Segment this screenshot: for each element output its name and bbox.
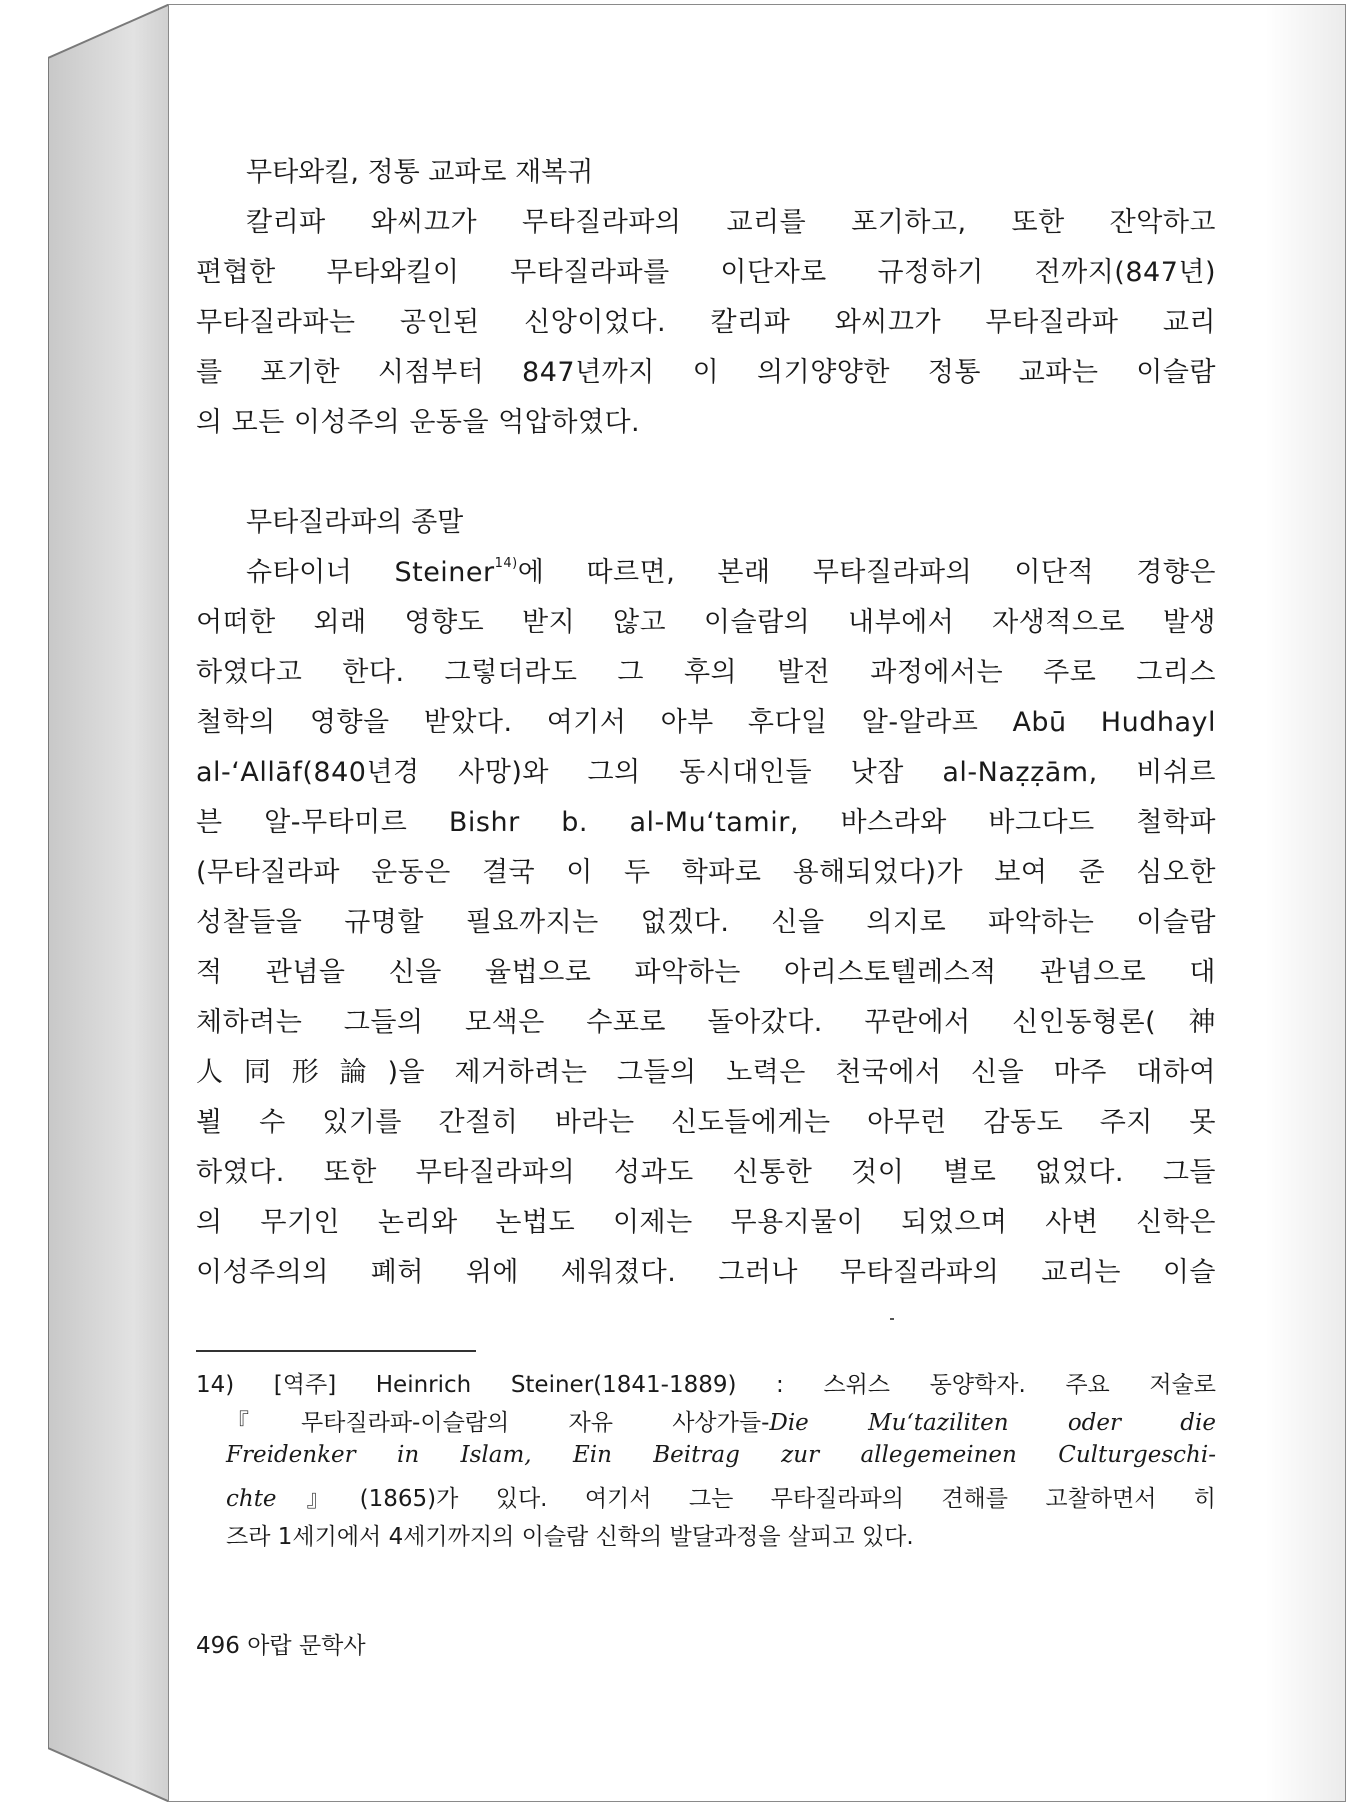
body-line: 하였다. 또한 무타질라파의 성과도 신통한 것이 별로 없었다. 그들 bbox=[196, 1157, 1216, 1188]
footnote-line: 『무타질라파-이슬람의 자유 사상가들-Die Mu‘taziliten oder die bbox=[226, 1410, 1216, 1436]
body-line-rest: 에 따르면, 본래 무타질라파의 이단적 경향은 bbox=[517, 557, 1216, 588]
body-line: 무타질라파는 공인된 신앙이었다. 칼리파 와씨끄가 무타질라파 교리 bbox=[196, 307, 1216, 338]
body-line: (무타질라파 운동은 결국 이 두 학파로 용해되었다)가 보여 준 심오한 bbox=[196, 857, 1216, 888]
footnote-rule bbox=[196, 1350, 476, 1352]
body-line-first bbox=[246, 550, 1216, 589]
body-line: 칼리파 와씨끄가 무타질라파의 교리를 포기하고, 또한 잔악하고 bbox=[246, 207, 1216, 238]
body-line: al-‘Allāf(840년경 사망)와 그의 동시대인들 낫잠 al-Naẓẓām, 비쉬르 bbox=[196, 757, 1216, 788]
book-spine-outline bbox=[48, 4, 170, 1802]
body-line: 의 무기인 논리와 논법도 이제는 무용지물이 되었으며 사변 신학은 bbox=[196, 1207, 1216, 1238]
body-line: 뵐 수 있기를 간절히 바라는 신도들에게는 아무런 감동도 주지 못 bbox=[196, 1107, 1216, 1138]
body-line: 철학의 영향을 받았다. 여기서 아부 후다일 알-알라프 Abū Hudhayl bbox=[196, 707, 1216, 738]
steiner-name: 슈타이너 Steiner bbox=[246, 557, 495, 588]
section-heading-2: 무타질라파의 종말 bbox=[246, 507, 464, 538]
body-line: 이성주의의 폐허 위에 세워졌다. 그러나 무타질라파의 교리는 이슬 bbox=[196, 1257, 1216, 1288]
body-line: 를 포기한 시점부터 847년까지 이 의기양양한 정통 교파는 이슬람 bbox=[196, 357, 1216, 388]
footnote-line: 14) [역주] Heinrich Steiner(1841-1889) : 스위스 동양학자. 주요 저술로 bbox=[196, 1372, 1216, 1398]
footnote-line: Freidenker in Islam, Ein Beitrag zur allegemeinen Culturgeschi- bbox=[226, 1442, 1216, 1468]
footnote-line: 즈라 1세기에서 4세기까지의 이슬람 신학의 발달과정을 살피고 있다. bbox=[226, 1524, 914, 1550]
body-line: 편협한 무타와킬이 무타질라파를 이단자로 규정하기 전까지(847년) bbox=[196, 257, 1216, 288]
footnote-line: chte』(1865)가 있다. 여기서 그는 무타질라파의 견해를 고찰하면서 히 bbox=[226, 1486, 1216, 1512]
page-edge-shadow bbox=[1265, 5, 1345, 1801]
body-line: 人同形論)을 제거하려는 그들의 노력은 천국에서 신을 마주 대하여 bbox=[196, 1057, 1216, 1088]
body-line: 체하려는 그들의 모색은 수포로 돌아갔다. 꾸란에서 신인동형론(神 bbox=[196, 1007, 1216, 1038]
scan-speck bbox=[890, 1318, 894, 1320]
body-line: 적 관념을 신을 율법으로 파악하는 아리스토텔레스적 관념으로 대 bbox=[196, 957, 1216, 988]
footnote-ref-14: 14) bbox=[494, 556, 518, 571]
body-line: 븐 알-무타미르 Bishr b. al-Mu‘tamir, 바스라와 바그다드 철학파 bbox=[196, 807, 1216, 838]
body-line: 하였다고 한다. 그렇더라도 그 후의 발전 과정에서는 주로 그리스 bbox=[196, 657, 1216, 688]
section-heading-1: 무타와킬, 정통 교파로 재복귀 bbox=[246, 157, 594, 188]
body-line: 어떠한 외래 영향도 받지 않고 이슬람의 내부에서 자생적으로 발생 bbox=[196, 607, 1216, 638]
body-line: 의 모든 이성주의 운동을 억압하였다. bbox=[196, 407, 641, 438]
page-folio: 496 아랍 문학사 bbox=[196, 1633, 366, 1659]
body-line: 성찰들을 규명할 필요까지는 없겠다. 신을 의지로 파악하는 이슬람 bbox=[196, 907, 1216, 938]
